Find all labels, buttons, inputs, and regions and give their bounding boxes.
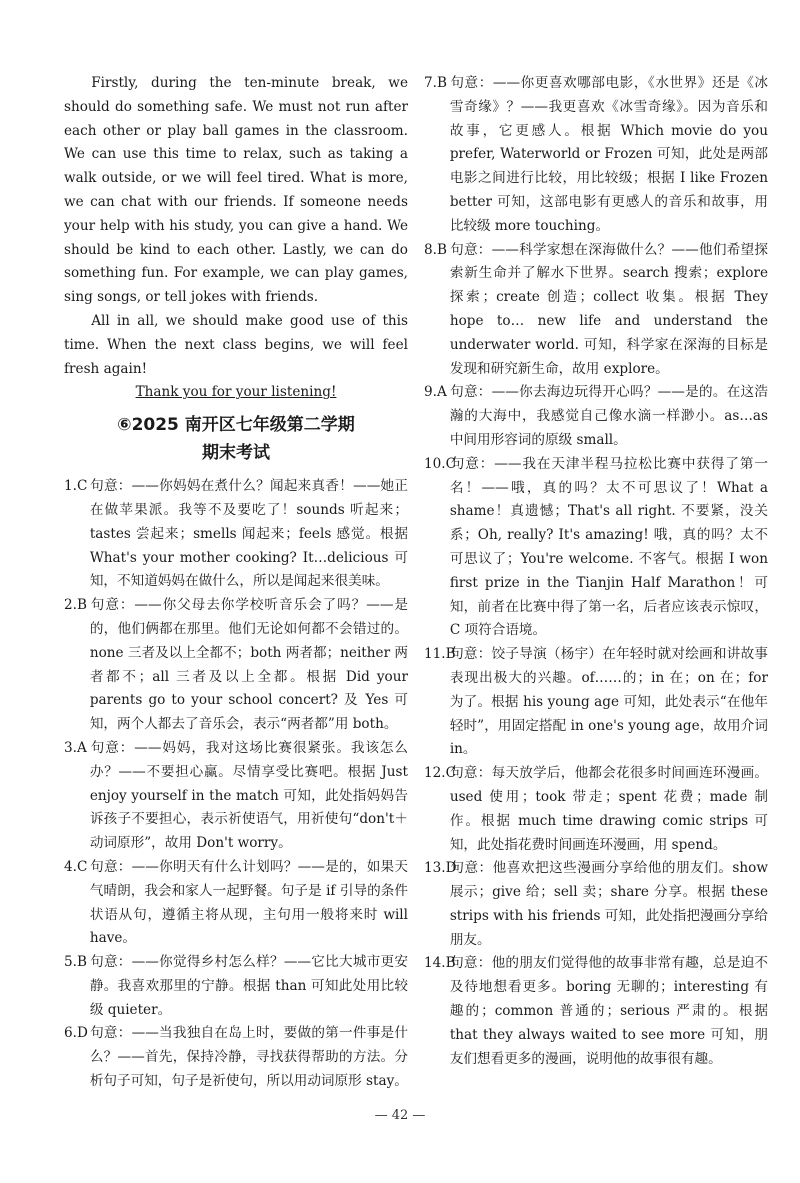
answer-item-12: [424, 762, 768, 857]
answer-text: 句意：——你父母去你学校听音乐会了吗？——是的，他们俩都在那里。他们无论如何都不会错过的。none 三者及以上全都不；both 两者都；neither 两者都不；all 三者及以上全都。根据 Did your parents go to your school concert? 及 Yes 可知，两个人都去了音乐会，表示“两者都”用 both。: [89, 597, 408, 733]
essay-paragraph-1: Firstly, during the ten-minute break, we should do something safe. We must not run after each other or play ball games in the classroom. We can use this time to relax, such as taking a walk outside, or we will feel tired. What is more, we can chat with our friends. If someone needs your help with his study, you can give a hand. We should be kind to each other. Lastly, we can do something fun. For example, we can play games, sing songs, or tell jokes with friends.: [64, 75, 408, 306]
answer-text: 句意：——你妈妈在煮什么？闻起来真香！——她正在做苹果派。我等不及要吃了！sounds 听起来；tastes 尝起来；smells 闻起来；feels 感觉。根据 What's your mother cooking? It…delicious 可知，不知道妈妈在做什么，所以是闻起来很美味。: [89, 478, 408, 590]
right-column: [424, 72, 768, 1071]
answer-item-10: [424, 453, 768, 643]
answer-number: 2.B: [64, 597, 87, 614]
essay-paragraph-2: All in all, we should make good use of this time. When the next class begins, we will feel fresh again!: [64, 312, 408, 377]
answer-item-13: [424, 857, 768, 952]
answer-item-11: [424, 643, 768, 762]
answer-number: 1.C: [64, 478, 88, 495]
answer-number: 7.B: [424, 75, 447, 91]
answer-item-1: [64, 475, 408, 594]
answer-text: 句意：——当我独自在岛上时，要做的第一件事是什么？——首先，保持冷静，寻找获得帮助的方法。分析句子可知，句子是祈使句，所以用动词原形 stay。: [89, 1025, 408, 1090]
section-title: [64, 411, 408, 467]
essay-closing: Thank you for your listening!: [135, 384, 337, 401]
answer-item-2: [64, 594, 408, 737]
answer-text: 句意：——科学家想在深海做什么？——他们希望探索新生命并了解水下世界。search 搜索；explore 探索；create 创造；collect 收集。根据 They hope to… new life and understand the underwater world. 可知，科学家在深海的目标是发现和研究新生命，故用 explore。: [449, 241, 768, 377]
answer-text: 句意：饺子导演（杨宇）在年轻时就对绘画和讲故事表现出极大的兴趣。of……的；in 在；on 在；for 为了。根据 his young age 可知，此处表示“在他年轻时”，用固定搭配 in one's young age，故用介词 in。: [449, 646, 768, 758]
answer-text: 句意：他的朋友们觉得他的故事非常有趣，总是迫不及待地想看更多。boring 无聊的；interesting 有趣的；common 普通的；serious 严肃的。根据 that they always waited to see more 可知，朋友们想看更多的漫画，说明他的故事很有趣。: [449, 955, 768, 1067]
answer-text: 句意：——我在天津半程马拉松比赛中获得了第一名！——哦，真的吗？太不可思议了！What a shame！真遗憾；That's all right. 不要紧，没关系；Oh, really? It's amazing! 哦，真的吗？太不可思议了；You're welcome. 不客气。根据 I won first prize in the Tianjin Half Marathon！可知，前者在比赛中得了第一名，后者应该表示惊叹，C 项符合语境。: [449, 455, 768, 639]
answer-number: 9.A: [424, 384, 447, 401]
answer-item-7: [424, 72, 768, 239]
answer-item-9: [424, 381, 768, 452]
answer-item-8: [424, 239, 768, 382]
answer-text: 句意：——你觉得乡村怎么样？——它比大城市更安静。我喜欢那里的宁静。根据 than 可知此处用比较级 quieter。: [89, 954, 408, 1018]
answer-text: 句意：每天放学后，他都会花很多时间画连环漫画。used 使用；took 带走；spent 花费；made 制作。根据 much time drawing comic strips 可知，此处指花费时间画连环漫画，用 spend。: [449, 765, 768, 853]
answer-number: 11.B: [424, 646, 456, 663]
answer-text: 句意：——你去海边玩得开心吗？——是的。在这浩瀚的大海中，我感觉自己像水滴一样渺小。as…as 中间用形容词的原级 small。: [449, 384, 768, 448]
answer-item-4: [64, 856, 408, 951]
answer-text: 句意：——你更喜欢哪部电影，《水世界》还是《冰雪奇缘》？——我更喜欢《冰雪奇缘》。因为音乐和故事，它更感人。根据 Which movie do you prefer, Waterworld or Frozen 可知，此处是两部电影之间进行比较，用比较级；根据 I like Frozen better 可知，这部电影有更感人的音乐和故事，用比较级 more touching。: [449, 75, 768, 234]
left-column: [64, 72, 408, 1094]
answer-item-5: [64, 951, 408, 1022]
answer-item-3: [64, 737, 408, 856]
answer-number: 14.B: [424, 955, 456, 972]
answer-number: 12.C: [424, 765, 457, 782]
answer-number: 3.A: [64, 739, 87, 756]
answer-text: 句意：他喜欢把这些漫画分享给他的朋友们。show 展示；give 给；sell 卖；share 分享。根据 these strips with his friends 可知，此处指把漫画分享给朋友。: [449, 860, 768, 948]
answer-item-6: [64, 1022, 408, 1093]
answer-number: 4.C: [64, 858, 88, 875]
answer-number: 13.D: [424, 860, 457, 877]
section-title-line1: ⑥2025 南开区七年级第二学期: [117, 415, 355, 436]
answer-text: 句意：——妈妈，我对这场比赛很紧张。我该怎么办？——不要担心赢。尽情享受比赛吧。根据 Just enjoy yourself in the match 可知，此处指妈妈告诉孩子不要担心，表示祈使语气，用祈使句“don't＋动词原形”，故用 Don't worry。: [89, 739, 408, 852]
answer-number: 6.D: [64, 1025, 88, 1042]
answer-item-14: [424, 952, 768, 1071]
answer-number: 10.C: [424, 455, 457, 472]
answer-text: 句意：——你明天有什么计划吗？——是的，如果天气晴朗，我会和家人一起野餐。句子是 if 引导的条件状语从句，遵循主将从现，主句用一般将来时 will have。: [89, 858, 408, 947]
answer-number: 5.B: [64, 954, 87, 971]
page-number: — 42 —: [374, 1108, 426, 1123]
section-title-line2: 期末考试: [202, 443, 270, 464]
answer-number: 8.B: [424, 241, 447, 258]
